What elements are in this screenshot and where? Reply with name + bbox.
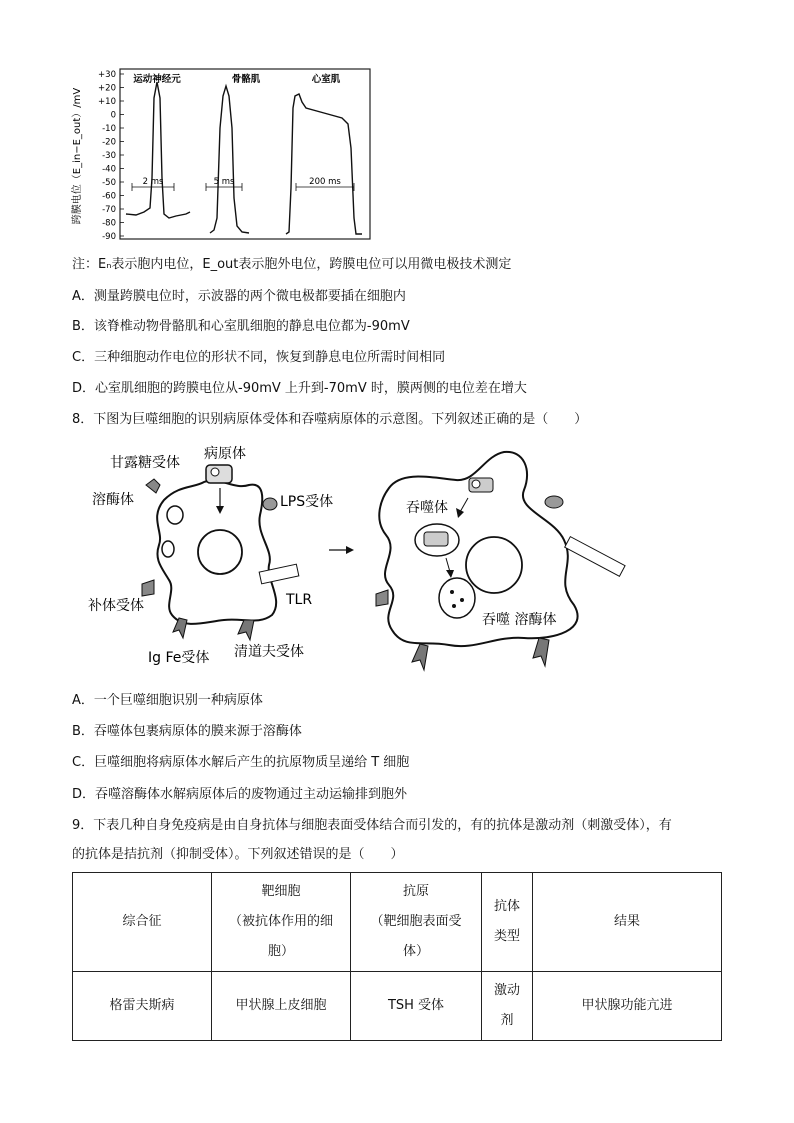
label-mannose: 甘露糖受体 (110, 455, 180, 471)
y-tick-label: -70 (102, 205, 116, 215)
nucleus-right (466, 537, 522, 593)
q7-option-c: C．三种细胞动作电位的形状不同，恢复到静息电位所需时间相同 (72, 350, 446, 365)
label-pathogen: 病原体 (204, 446, 246, 462)
cell-syndrome: 格雷夫斯病 (73, 972, 212, 1041)
macrophage-svg (84, 440, 644, 680)
action-potential-svg (74, 68, 374, 244)
scavenger-right-icon (533, 638, 549, 666)
panel-title-2: 骨骼肌 (231, 74, 261, 85)
lysosome-1 (167, 506, 183, 524)
motor-neuron-trace (126, 82, 190, 218)
q8-option-c: C．巨噬细胞将病原体水解后产生的抗原物质呈递给 T 细胞 (72, 755, 410, 770)
igfe-receptor-icon (173, 618, 187, 638)
q9-stem-line1: 9．下表几种自身免疫病是由自身抗体与细胞表面受体结合而引发的，有的抗体是激动剂（刺激受体），有 (72, 818, 672, 833)
duration-label-1: 2 ms (142, 177, 164, 187)
q8-option-a: A．一个巨噬细胞识别一种病原体 (72, 693, 263, 708)
label-scavenger: 清道夫受体 (234, 644, 304, 660)
cell-result: 甲状腺功能亢进 (533, 972, 722, 1041)
q9-stem-line2: 的抗体是拮抗剂（抑制受体）。下列叙述错误的是（ ） (72, 847, 404, 862)
scavenger-receptor-icon (238, 620, 254, 640)
cell-antibody-type: 激动剂 (482, 972, 533, 1041)
y-tick-label: +10 (98, 97, 116, 107)
table-header-row (73, 873, 722, 972)
q7-option-b: B．该脊椎动物骨骼肌和心室肌细胞的静息电位都为-90mV (72, 319, 410, 334)
header-result: 结果 (533, 873, 722, 972)
label-tlr: TLR (286, 592, 313, 608)
y-tick-label: -30 (102, 151, 116, 161)
label-igfe: Ig Fe受体 (148, 650, 210, 666)
y-tick-label: -50 (102, 178, 116, 188)
nucleus-left (198, 530, 242, 574)
q7-option-a: A．测量跨膜电位时，示波器的两个微电极都要插在细胞内 (72, 289, 406, 304)
y-tick-label: -20 (102, 137, 116, 148)
y-tick-label: -10 (102, 124, 116, 134)
label-lysosome: 溶酶体 (92, 492, 134, 508)
lps-receptor-icon (263, 498, 277, 510)
macrophage-figure (84, 440, 644, 680)
label-phagosome: 吞噬体 (406, 500, 448, 516)
header-target-cell: 靶细胞 （被抗体作用的细 胞） (212, 873, 351, 972)
q7-option-d: D．心室肌细胞的跨膜电位从-90mV 上升到-70mV 时，膜两侧的电位差在增大 (72, 381, 527, 396)
y-tick-label: -40 (102, 164, 116, 175)
ventricular-muscle-trace (286, 94, 362, 234)
q9-table (72, 872, 722, 1041)
header-antigen: 抗原 （靶细胞表面受 体） (351, 873, 482, 972)
phagolysosome-icon (439, 578, 475, 618)
label-lps: LPS受体 (280, 494, 334, 510)
panel-title-1: 运动神经元 (133, 74, 181, 85)
header-syndrome: 综合征 (73, 873, 212, 972)
y-tick-label: -80 (102, 218, 116, 229)
complement-right-icon (376, 590, 388, 606)
q8-option-b: B．吞噬体包裹病原体的膜来源于溶酶体 (72, 724, 302, 739)
y-tick-label: +20 (98, 83, 116, 94)
skeletal-muscle-trace (210, 86, 249, 233)
duration-label-2: 5 ms (213, 177, 235, 187)
cell-antigen: TSH 受体 (351, 972, 482, 1041)
complement-receptor-icon (142, 580, 154, 596)
label-phagolysosome: 吞噬 溶酶体 (482, 612, 557, 628)
y-tick-label: 0 (110, 110, 116, 121)
lysosome-2 (162, 541, 174, 557)
tlr-right-icon (565, 537, 625, 577)
header-antibody-type: 抗体 类型 (482, 873, 533, 972)
label-complement: 补体受体 (88, 598, 144, 614)
table-row (73, 972, 722, 1041)
action-potential-figure (74, 68, 374, 244)
q8-stem: 8．下图为巨噬细胞的识别病原体受体和吞噬病原体的示意图。下列叙述正确的是（ ） (72, 412, 588, 427)
cell-target-cell: 甲状腺上皮细胞 (212, 972, 351, 1041)
lps-receptor-right-icon (545, 496, 563, 508)
q8-option-d: D．吞噬溶酶体水解病原体后的废物通过主动运输排到胞外 (72, 787, 408, 802)
chart-ylabel: 跨膜电位（E_in−E_out）/mV (72, 87, 83, 225)
y-tick-label: -90 (102, 232, 116, 242)
panel-title-3: 心室肌 (311, 74, 341, 85)
y-tick-label: -60 (102, 191, 116, 202)
y-tick-label: +30 (98, 70, 116, 80)
igfe-right-icon (412, 644, 428, 670)
duration-label-3: 200 ms (309, 177, 341, 187)
figure-note: 注：Eₙ表示胞内电位，E_out表示胞外电位，跨膜电位可以用微电极技术测定 (72, 257, 512, 272)
chart-frame (120, 69, 370, 239)
mannose-receptor-icon (146, 479, 160, 493)
